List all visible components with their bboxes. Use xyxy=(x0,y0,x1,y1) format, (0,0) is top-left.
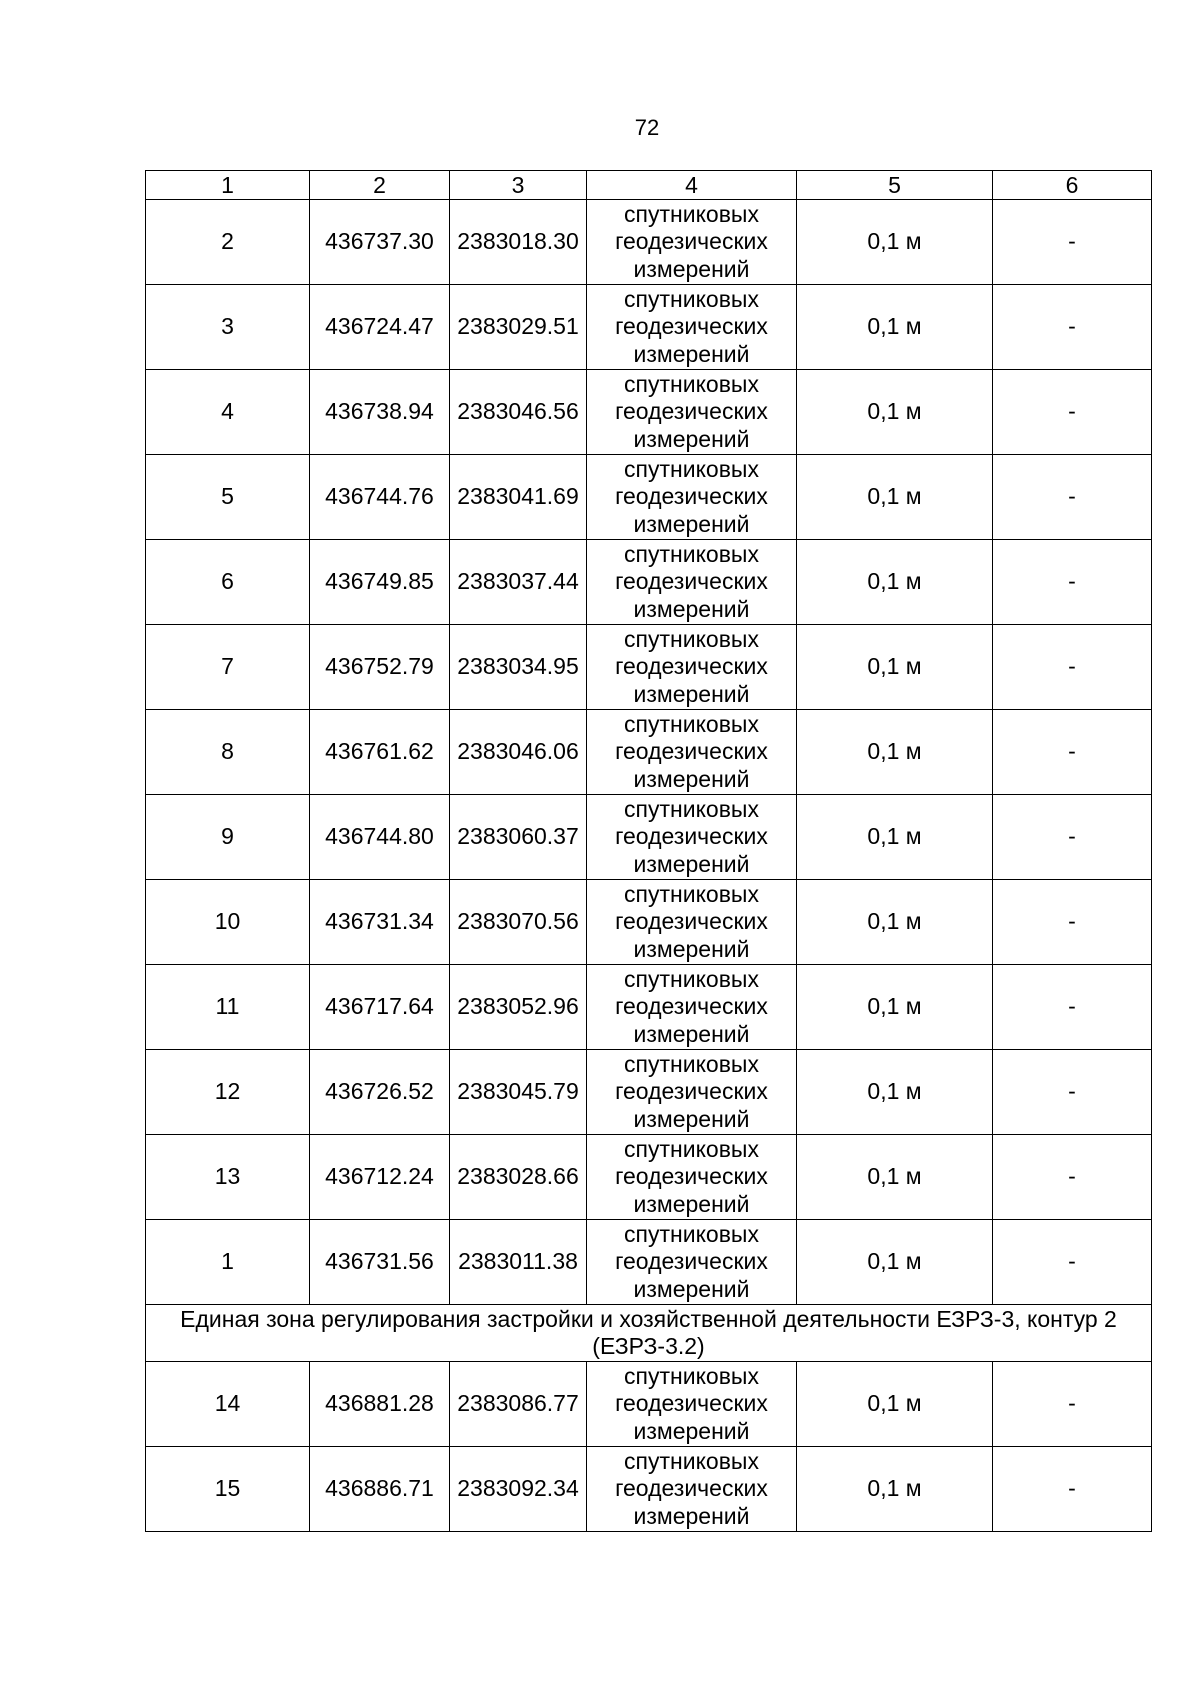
x-coordinate-cell: 436717.64 xyxy=(310,965,450,1050)
method-cell: спутниковых геодезических измерений xyxy=(587,200,797,285)
note-cell: - xyxy=(993,965,1152,1050)
note-cell: - xyxy=(993,285,1152,370)
table-row xyxy=(146,1362,1152,1447)
table-row xyxy=(146,285,1152,370)
method-cell: спутниковых геодезических измерений xyxy=(587,455,797,540)
table-row xyxy=(146,1447,1152,1532)
method-cell: спутниковых геодезических измерений xyxy=(587,1050,797,1135)
point-number-cell: 8 xyxy=(146,710,310,795)
accuracy-cell: 0,1 м xyxy=(797,625,993,710)
table-row xyxy=(146,370,1152,455)
y-coordinate-cell: 2383018.30 xyxy=(450,200,587,285)
method-cell: спутниковых геодезических измерений xyxy=(587,1135,797,1220)
x-coordinate-cell: 436744.76 xyxy=(310,455,450,540)
table-row xyxy=(146,1135,1152,1220)
method-cell: спутниковых геодезических измерений xyxy=(587,1447,797,1532)
method-cell: спутниковых геодезических измерений xyxy=(587,1362,797,1447)
note-cell: - xyxy=(993,795,1152,880)
note-cell: - xyxy=(993,200,1152,285)
x-coordinate-cell: 436726.52 xyxy=(310,1050,450,1135)
table-row xyxy=(146,795,1152,880)
x-coordinate-cell: 436737.30 xyxy=(310,200,450,285)
table-row xyxy=(146,455,1152,540)
accuracy-cell: 0,1 м xyxy=(797,370,993,455)
table-row xyxy=(146,540,1152,625)
header-cell-1: 1 xyxy=(146,171,310,200)
table-row xyxy=(146,200,1152,285)
method-cell: спутниковых геодезических измерений xyxy=(587,710,797,795)
note-cell: - xyxy=(993,1220,1152,1305)
note-cell: - xyxy=(993,1447,1152,1532)
accuracy-cell: 0,1 м xyxy=(797,1050,993,1135)
coordinates-table xyxy=(145,170,1152,1532)
note-cell: - xyxy=(993,455,1152,540)
point-number-cell: 6 xyxy=(146,540,310,625)
note-cell: - xyxy=(993,710,1152,795)
table-row xyxy=(146,625,1152,710)
accuracy-cell: 0,1 м xyxy=(797,200,993,285)
point-number-cell: 3 xyxy=(146,285,310,370)
accuracy-cell: 0,1 м xyxy=(797,965,993,1050)
x-coordinate-cell: 436712.24 xyxy=(310,1135,450,1220)
x-coordinate-cell: 436886.71 xyxy=(310,1447,450,1532)
header-cell-5: 5 xyxy=(797,171,993,200)
y-coordinate-cell: 2383028.66 xyxy=(450,1135,587,1220)
point-number-cell: 9 xyxy=(146,795,310,880)
point-number-cell: 13 xyxy=(146,1135,310,1220)
accuracy-cell: 0,1 м xyxy=(797,795,993,880)
note-cell: - xyxy=(993,540,1152,625)
note-cell: - xyxy=(993,1050,1152,1135)
y-coordinate-cell: 2383045.79 xyxy=(450,1050,587,1135)
accuracy-cell: 0,1 м xyxy=(797,285,993,370)
method-cell: спутниковых геодезических измерений xyxy=(587,370,797,455)
y-coordinate-cell: 2383052.96 xyxy=(450,965,587,1050)
accuracy-cell: 0,1 м xyxy=(797,880,993,965)
accuracy-cell: 0,1 м xyxy=(797,1447,993,1532)
y-coordinate-cell: 2383034.95 xyxy=(450,625,587,710)
accuracy-cell: 0,1 м xyxy=(797,1135,993,1220)
section-row xyxy=(146,1305,1152,1362)
point-number-cell: 15 xyxy=(146,1447,310,1532)
method-cell: спутниковых геодезических измерений xyxy=(587,540,797,625)
header-cell-3: 3 xyxy=(450,171,587,200)
method-cell: спутниковых геодезических измерений xyxy=(587,965,797,1050)
table-row xyxy=(146,880,1152,965)
x-coordinate-cell: 436738.94 xyxy=(310,370,450,455)
header-cell-4: 4 xyxy=(587,171,797,200)
accuracy-cell: 0,1 м xyxy=(797,1362,993,1447)
method-cell: спутниковых геодезических измерений xyxy=(587,1220,797,1305)
y-coordinate-cell: 2383046.06 xyxy=(450,710,587,795)
section-title: Единая зона регулирования застройки и хозяйственной деятельности ЕЗРЗ-3, контур 2 (ЕЗРЗ-3.2) xyxy=(146,1305,1152,1362)
y-coordinate-cell: 2383070.56 xyxy=(450,880,587,965)
method-cell: спутниковых геодезических измерений xyxy=(587,625,797,710)
accuracy-cell: 0,1 м xyxy=(797,710,993,795)
x-coordinate-cell: 436731.34 xyxy=(310,880,450,965)
table-row xyxy=(146,1050,1152,1135)
point-number-cell: 4 xyxy=(146,370,310,455)
method-cell: спутниковых геодезических измерений xyxy=(587,795,797,880)
header-row xyxy=(146,171,1152,200)
x-coordinate-cell: 436744.80 xyxy=(310,795,450,880)
point-number-cell: 12 xyxy=(146,1050,310,1135)
point-number-cell: 7 xyxy=(146,625,310,710)
x-coordinate-cell: 436731.56 xyxy=(310,1220,450,1305)
table-body xyxy=(146,171,1152,1532)
note-cell: - xyxy=(993,880,1152,965)
x-coordinate-cell: 436749.85 xyxy=(310,540,450,625)
x-coordinate-cell: 436761.62 xyxy=(310,710,450,795)
y-coordinate-cell: 2383041.69 xyxy=(450,455,587,540)
table-row xyxy=(146,710,1152,795)
note-cell: - xyxy=(993,1362,1152,1447)
y-coordinate-cell: 2383086.77 xyxy=(450,1362,587,1447)
header-cell-6: 6 xyxy=(993,171,1152,200)
x-coordinate-cell: 436881.28 xyxy=(310,1362,450,1447)
accuracy-cell: 0,1 м xyxy=(797,540,993,625)
method-cell: спутниковых геодезических измерений xyxy=(587,880,797,965)
y-coordinate-cell: 2383092.34 xyxy=(450,1447,587,1532)
note-cell: - xyxy=(993,370,1152,455)
accuracy-cell: 0,1 м xyxy=(797,1220,993,1305)
x-coordinate-cell: 436752.79 xyxy=(310,625,450,710)
y-coordinate-cell: 2383037.44 xyxy=(450,540,587,625)
note-cell: - xyxy=(993,1135,1152,1220)
point-number-cell: 14 xyxy=(146,1362,310,1447)
header-cell-2: 2 xyxy=(310,171,450,200)
point-number-cell: 2 xyxy=(146,200,310,285)
note-cell: - xyxy=(993,625,1152,710)
point-number-cell: 11 xyxy=(146,965,310,1050)
point-number-cell: 10 xyxy=(146,880,310,965)
y-coordinate-cell: 2383029.51 xyxy=(450,285,587,370)
point-number-cell: 1 xyxy=(146,1220,310,1305)
method-cell: спутниковых геодезических измерений xyxy=(587,285,797,370)
accuracy-cell: 0,1 м xyxy=(797,455,993,540)
page-number: 72 xyxy=(634,115,660,140)
point-number-cell: 5 xyxy=(146,455,310,540)
y-coordinate-cell: 2383060.37 xyxy=(450,795,587,880)
y-coordinate-cell: 2383011.38 xyxy=(450,1220,587,1305)
y-coordinate-cell: 2383046.56 xyxy=(450,370,587,455)
table-row xyxy=(146,965,1152,1050)
table-row xyxy=(146,1220,1152,1305)
x-coordinate-cell: 436724.47 xyxy=(310,285,450,370)
